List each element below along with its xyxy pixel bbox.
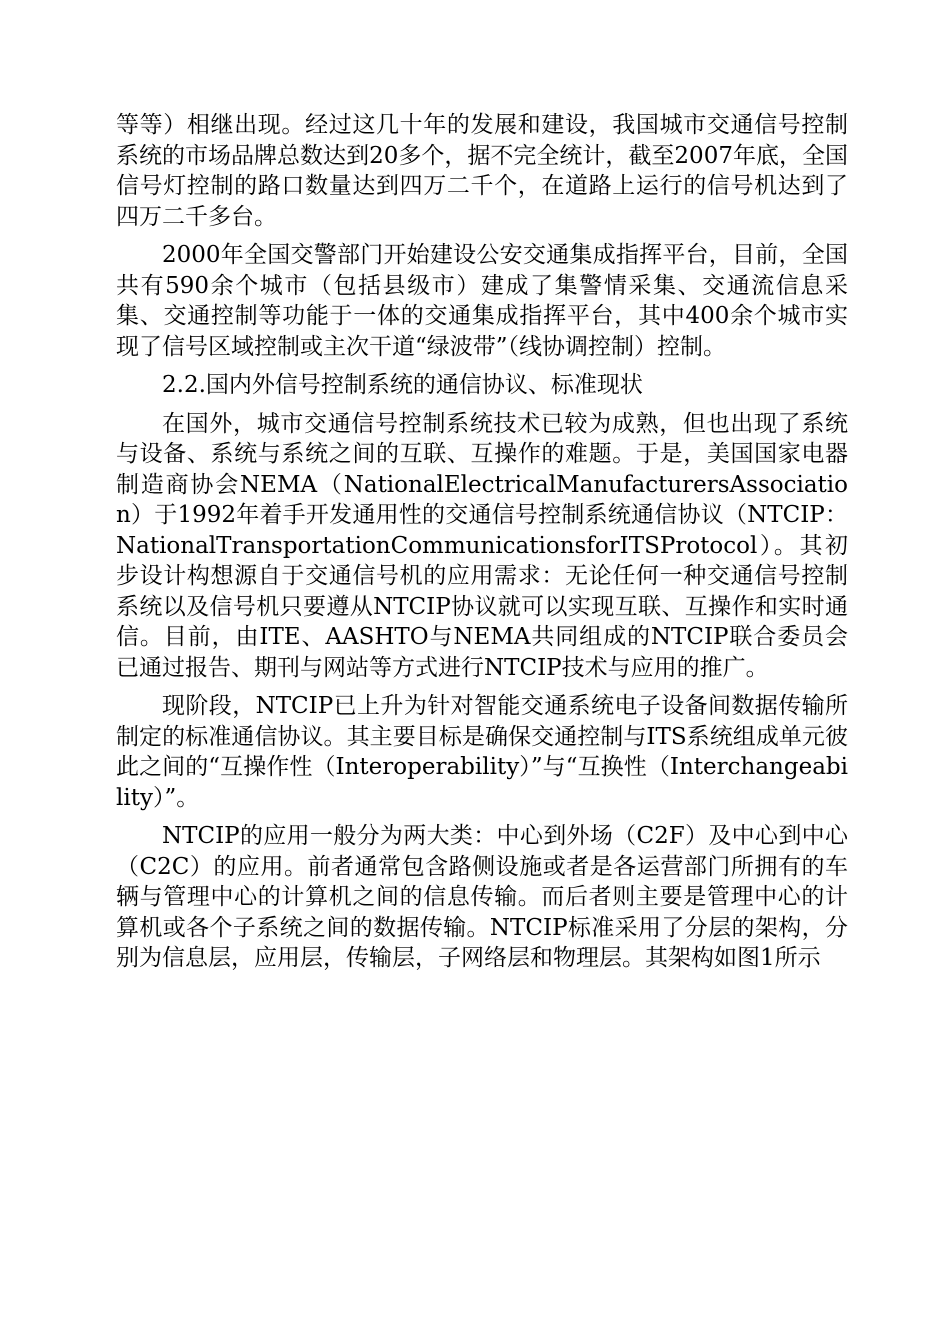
document-page [116,110,848,982]
section-heading-2-2: 2.2.国内外信号控制系统的通信协议、标准现状 [162,372,643,398]
paragraph-ntcip-standard: 现阶段，NTCIP已上升为针对智能交通系统电子设备间数据传输所制定的标准通信协议。其主要目标是确保交通控制与ITS系统组成单元彼此之间的“互操作性（Interoperability）”与“互换性（Interchangeability）”。 [116,693,848,811]
paragraph-signal-market: 等等）相继出现。经过这几十年的发展和建设，我国城市交通信号控制系统的市场品牌总数达到20多个，据不完全统计，截至2007年底，全国信号灯控制的路口数量达到四万二千个，在道路上运行的信号机达到了四万二千多台。 [116,112,848,230]
paragraph-command-platform: 2000年全国交警部门开始建设公安交通集成指挥平台，目前，全国共有590余个城市（包括县级市）建成了集警情采集、交通流信息采集、交通控制等功能于一体的交通集成指挥平台，其中400余个城市实现了信号区域控制或主次干道“绿波带”（线协调控制）控制。 [116,242,848,360]
paragraph-ntcip-applications: NTCIP的应用一般分为两大类：中心到外场（C2F）及中心到中心（C2C）的应用。前者通常包含路侧设施或者是各运营部门所拥有的车辆与管理中心的计算机之间的信息传输。而后者则主要是管理中心的计算机或各个子系统之间的数据传输。NTCIP标准采用了分层的架构，分别为信息层，应用层，传输层，子网络层和物理层。其架构如图1所示 [116,823,848,971]
paragraph-ntcip-origin: 在国外，城市交通信号控制系统技术已较为成熟，但也出现了系统与设备、系统与系统之间的互联、互操作的难题。于是，美国国家电器制造商协会NEMA（NationalElectricalManufacturersAssociation）于1992年着手开发通用性的交通信号控制系统通信协议（NTCIP：NationalTransportationCommunicationsforITSProtocol）。其初步设计构想源自于交通信号机的应用需求：无论任何一种交通信号控制系统以及信号机只要遵从NTCIP协议就可以实现互联、互操作和实时通信。目前，由ITE、AASHTO与NEMA共同组成的NTCIP联合委员会已通过报告、期刊与网站等方式进行NTCIP技术与应用的推广。 [116,410,848,681]
